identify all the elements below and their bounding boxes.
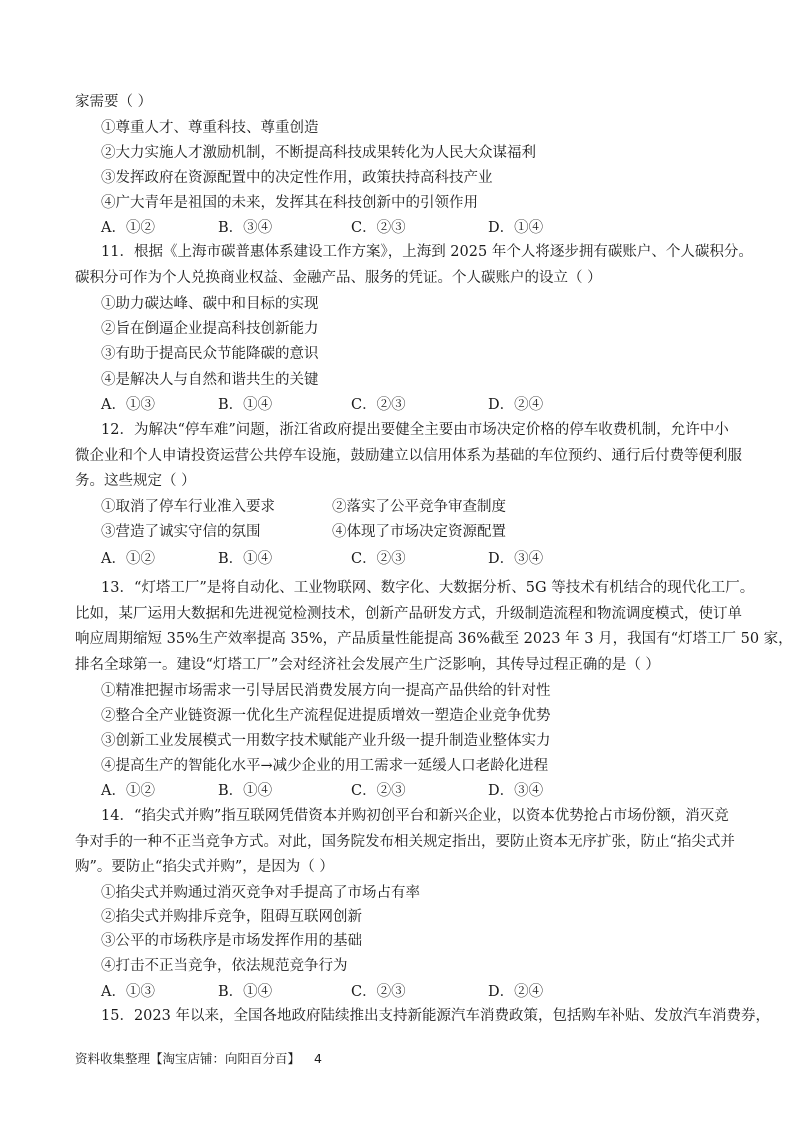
- q12-option-1: ①取消了停车行业准入要求: [101, 499, 275, 515]
- page-footer: [75, 1049, 322, 1067]
- q10-answer-b: B．③④: [218, 220, 273, 236]
- q11-stem-line-1: 11．根据《上海市碳普惠体系建设工作方案》，上海到 2025 年个人将逐步拥有碳账户、个人碳积分。: [101, 244, 753, 260]
- q12-option-4: ④体现了市场决定资源配置: [332, 524, 506, 540]
- q13-answer-d: D．③④: [488, 783, 544, 799]
- q14-stem-line-2: 争对手的一种不正当竞争方式。对此，国务院发布相关规定指出，要防止资本无序扩张，防止“掐尖式并: [75, 834, 735, 850]
- q11-option-2: ②旨在倒逼企业提高科技创新能力: [101, 321, 319, 337]
- q13-option-4: ④提高生产的智能化水平→减少企业的用工需求一延缓人口老龄化进程: [101, 758, 549, 774]
- q12-answer-d: D．③④: [488, 551, 544, 567]
- q13-answer-a: A．①②: [101, 783, 155, 799]
- q12-stem-line-3: 务。这些规定（ ）: [75, 473, 196, 489]
- q10-tail: 家需要（ ）: [75, 94, 153, 110]
- q11-option-3: ③有助于提高民众节能降碳的意识: [101, 346, 319, 362]
- q13-stem-line-1: 13．“灯塔工厂”是将自动化、工业物联网、数字化、大数据分析、5G 等技术有机结合的现代化工厂。: [101, 580, 755, 596]
- q12-stem-line-1: 12．为解决“停车难”问题，浙江省政府提出要健全主要由市场决定价格的停车收费机制，允许中小: [101, 422, 729, 438]
- q14-option-3: ③公平的市场秩序是市场发挥作用的基础: [101, 933, 362, 949]
- q13-option-3: ③创新工业发展模式一用数字技术赋能产业升级一提升制造业整体实力: [101, 733, 551, 749]
- q14-stem-line-3: 购”。要防止“掐尖式并购”，是因为（ ）: [75, 859, 334, 875]
- q14-answer-b: B．①④: [218, 984, 273, 1000]
- q12-stem-line-2: 微企业和个人申请投资运营公共停车设施，鼓励建立以信用体系为基础的车位预约、通行后付费等便利服: [75, 448, 742, 464]
- q14-option-4: ④打击不正当竞争，依法规范竞争行为: [101, 958, 348, 974]
- q10-answer-a: A．①②: [101, 220, 155, 236]
- q14-stem-line-1: 14．“掐尖式并购”指互联网凭借资本并购初创平台和新兴企业，以资本优势抢占市场份额，消灭竞: [101, 808, 729, 824]
- q10-option-3: ③发挥政府在资源配置中的决定性作用，政策扶持高科技产业: [101, 170, 493, 186]
- q10-option-4: ④广大青年是祖国的未来，发挥其在科技创新中的引领作用: [101, 195, 478, 211]
- q11-stem-line-2: 碳积分可作为个人兑换商业权益、金融产品、服务的凭证。个人碳账户的设立（ ）: [75, 270, 602, 286]
- q10-answer-d: D．①④: [488, 220, 544, 236]
- q11-answer-d: D．②④: [488, 397, 544, 413]
- q13-answer-b: B．①④: [218, 783, 273, 799]
- footer-source-text: 资料收集整理【淘宝店铺：向阳百分百】: [75, 1051, 301, 1066]
- q12-answer-a: A．①②: [101, 551, 155, 567]
- q11-answer-a: A．①③: [101, 397, 155, 413]
- q11-option-4: ④是解决人与自然和谐共生的关键: [101, 372, 319, 388]
- q10-option-1: ①尊重人才、尊重科技、尊重创造: [101, 120, 319, 136]
- q14-option-2: ②掐尖式并购排斥竞争，阻碍互联网创新: [101, 909, 362, 925]
- q13-answer-c: C．②③: [351, 783, 406, 799]
- q12-answer-c: C．②③: [351, 551, 406, 567]
- q15-stem-line-1: 15．2023 年以来，全国各地政府陆续推出支持新能源汽车消费政策，包括购车补贴、发放汽车消费券，: [101, 1008, 770, 1024]
- q14-answer-d: D．②④: [488, 984, 544, 1000]
- q13-stem-line-4: 排名全球第一。建设“灯塔工厂”会对经济社会发展产生广泛影响，其传导过程正确的是（ ）: [75, 657, 660, 673]
- q13-option-2: ②整合全产业链资源一优化生产流程促进提质增效一塑造企业竞争优势: [101, 708, 551, 724]
- q13-stem-line-2: 比如，某厂运用大数据和先进视觉检测技术，创新产品研发方式，升级制造流程和物流调度模式，使订单: [75, 606, 742, 622]
- q12-option-2: ②落实了公平竞争审查制度: [332, 499, 506, 515]
- page-number: 4: [314, 1051, 322, 1066]
- q11-option-1: ①助力碳达峰、碳中和目标的实现: [101, 296, 319, 312]
- q14-option-1: ①掐尖式并购通过消灭竞争对手提高了市场占有率: [101, 885, 420, 901]
- q11-answer-c: C．②③: [351, 397, 406, 413]
- q11-answer-b: B．①④: [218, 397, 273, 413]
- q10-answer-c: C．②③: [351, 220, 406, 236]
- q13-option-1: ①精准把握市场需求一引导居民消费发展方向一提高产品供给的针对性: [101, 683, 551, 699]
- q10-option-2: ②大力实施人才激励机制，不断提高科技成果转化为人民大众谋福利: [101, 145, 536, 161]
- q13-stem-line-3: 响应周期缩短 35%生产效率提高 35%，产品质量性能提高 36%截至 2023 年 3 月，我国有“灯塔工厂 50 家，: [75, 631, 793, 647]
- q14-answer-c: C．②③: [351, 984, 406, 1000]
- q12-answer-b: B．①④: [218, 551, 273, 567]
- q14-answer-a: A．①③: [101, 984, 155, 1000]
- q12-option-3: ③营造了诚实守信的氛围: [101, 524, 261, 540]
